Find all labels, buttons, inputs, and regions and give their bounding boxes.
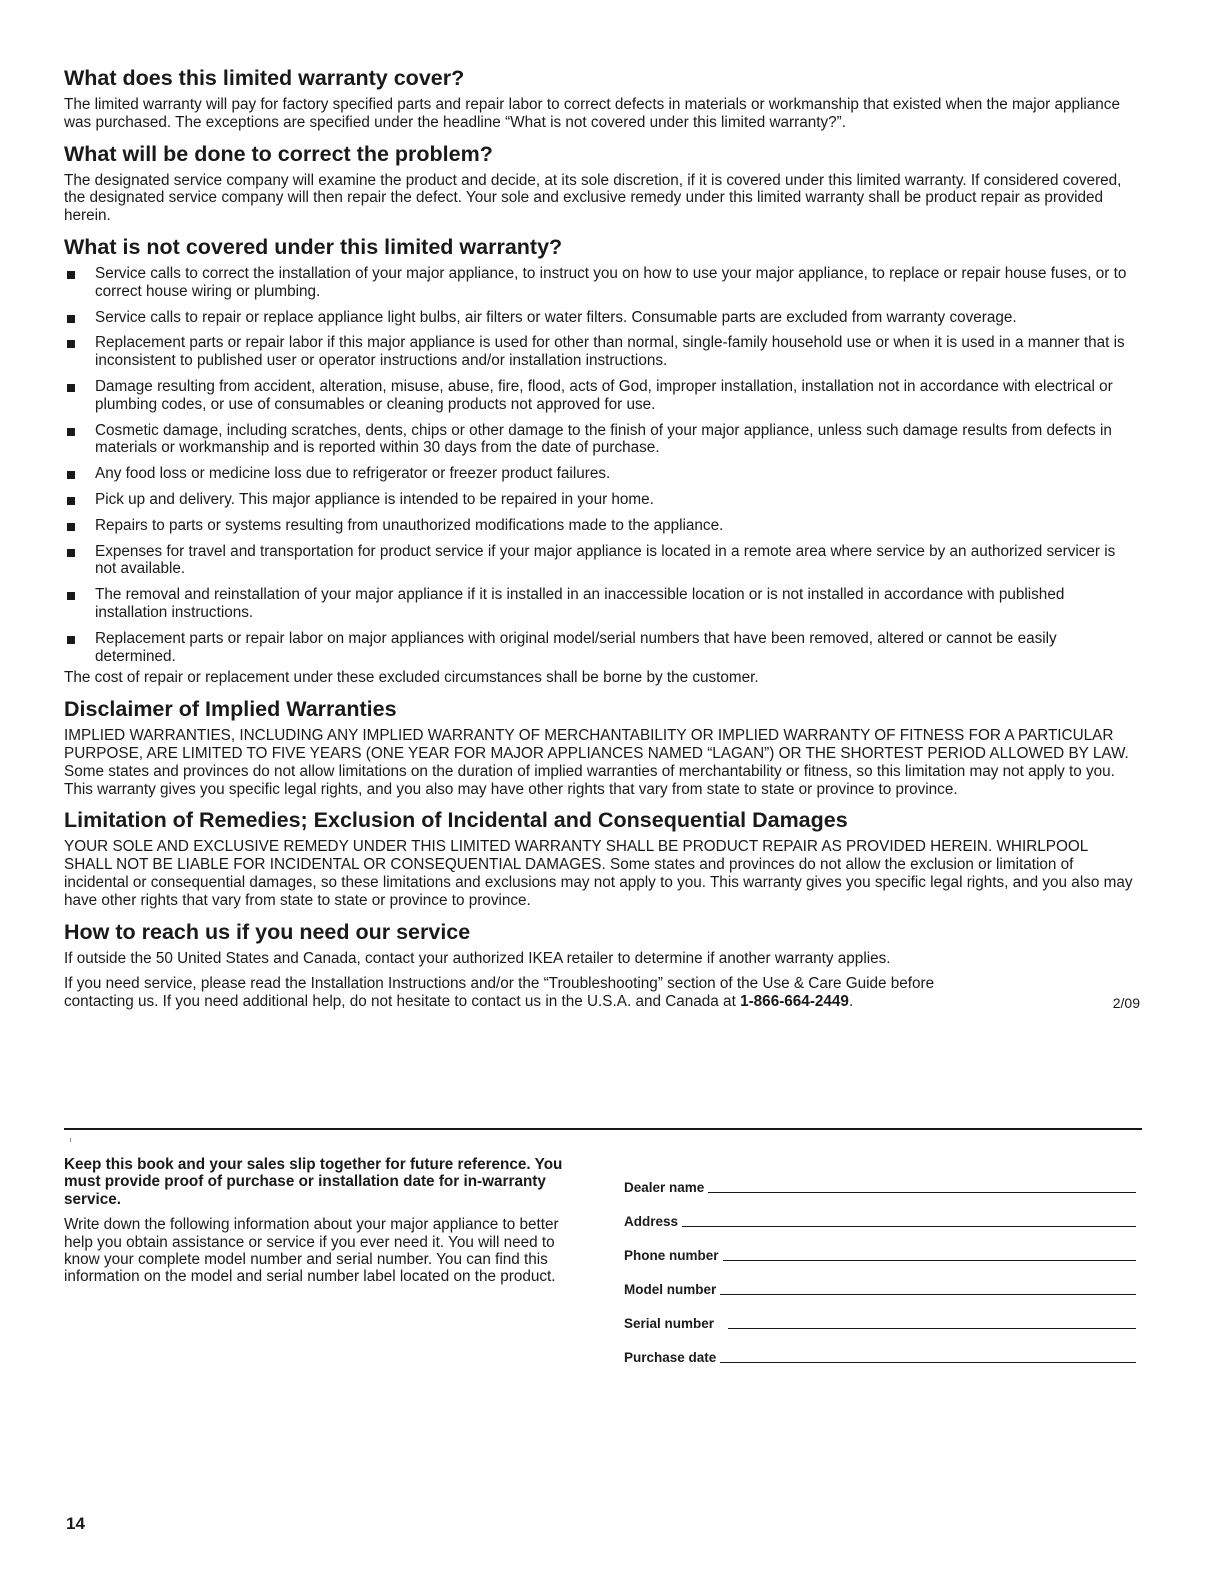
- list-item-text: Damage resulting from accident, alteration, misuse, abuse, fire, flood, acts of God, improper installation, installation not in accordance with electrical or plumbing codes, or use of consumables or cleaning products not approved for use.: [95, 377, 1113, 413]
- list-item: [64, 491, 1134, 509]
- address-field[interactable]: [682, 1226, 1136, 1227]
- form-row-model-number: [624, 1264, 1136, 1298]
- list-item: [64, 265, 1134, 301]
- purchase-date-field[interactable]: [720, 1362, 1136, 1363]
- not-covered-list: [64, 265, 1134, 665]
- bullet-square-icon: [67, 428, 75, 436]
- list-item-text: Expenses for travel and transportation for product service if your major appliance is located in a remote area where service by an authorized servicer is not available.: [95, 542, 1116, 578]
- bullet-square-icon: [67, 497, 75, 505]
- serial-number-field[interactable]: [728, 1328, 1136, 1329]
- field-label: Phone number: [624, 1248, 719, 1263]
- heading-limitation: Limitation of Remedies; Exclusion of Incidental and Consequential Damages: [64, 808, 848, 833]
- bullet-square-icon: [67, 315, 75, 323]
- list-item: [64, 586, 1134, 622]
- page-number: 14: [66, 1514, 85, 1533]
- heading-covered: What does this limited warranty cover?: [64, 66, 465, 90]
- phone-number: 1-866-664-2449: [740, 993, 849, 1011]
- reach-last-line: [64, 993, 1140, 1011]
- list-item-text: Service calls to correct the installation of your major appliance, to instruct you on how to use your major appliance, to replace or repair house fuses, or to correct house wiring or plumbing.: [95, 264, 1127, 300]
- field-label: Serial number: [624, 1316, 715, 1331]
- text-covered: The limited warranty will pay for factory specified parts and repair labor to correct defects in materials or workmanship that existed when the major appliance was purchased. The exceptions are specified under the headline “What is not covered under this limited warranty?”.: [64, 96, 1120, 131]
- bullet-square-icon: [67, 636, 75, 644]
- divider: [64, 1128, 1142, 1130]
- list-item-text: Cosmetic damage, including scratches, dents, chips or other damage to the finish of your major appliance, unless such damage results from defects in materials or workmanship and is reported within 30 days from the date of purchase.: [95, 421, 1112, 457]
- list-item: [64, 309, 1134, 327]
- model-number-field[interactable]: [720, 1294, 1136, 1295]
- list-item-text: Replacement parts or repair labor if this major appliance is used for other than normal, single-family household use or when it is used in a manner that is inconsistent to published user or operator instructions and/or installation instructions.: [95, 334, 1125, 370]
- phone-number-field[interactable]: [723, 1260, 1136, 1261]
- list-item: [64, 378, 1134, 414]
- section-correct: [64, 142, 1134, 225]
- keep-note-bold: Keep this book and your sales slip together for future reference. You must provide proof of purchase or installation date for in-warranty service.: [64, 1156, 563, 1208]
- field-label: Dealer name: [624, 1180, 705, 1195]
- main-content: [64, 66, 1140, 1021]
- list-item-text: Service calls to repair or replace appliance light bulbs, air filters or water filters. Consumable parts are excluded from warranty coverage.: [95, 308, 1017, 326]
- list-item-text: Repairs to parts or systems resulting from unauthorized modifications made to the appliance.: [95, 516, 724, 534]
- section-not-covered: [64, 235, 1134, 687]
- text-reach-service-a: If you need service, please read the Installation Instructions and/or the “Troubleshooting” section of the Use & Care Guide before: [64, 975, 935, 993]
- section-covered: [64, 66, 1134, 132]
- keep-book-note: [64, 1156, 588, 1286]
- list-item-text: Any food loss or medicine loss due to refrigerator or freezer product failures.: [95, 465, 611, 483]
- heading-reach: How to reach us if you need our service: [64, 919, 471, 944]
- bullet-square-icon: [67, 340, 75, 348]
- field-label: Purchase date: [624, 1350, 717, 1365]
- list-item-text: Pick up and delivery. This major appliance is intended to be repaired in your home.: [95, 490, 654, 508]
- form-row-purchase-date: [624, 1332, 1136, 1366]
- dealer-name-field[interactable]: [708, 1192, 1136, 1193]
- list-item: [64, 422, 1134, 458]
- field-label: Model number: [624, 1282, 717, 1297]
- section-limitation: [64, 808, 1134, 909]
- appliance-info-form: [624, 1162, 1136, 1366]
- text-correct: The designated service company will examine the product and decide, at its sole discretion, if it is covered under this limited warranty. If considered covered, the designated service company will then repair the defect. Your sole and exclusive remedy under this limited warranty shall be product repair as provided herein.: [64, 171, 1122, 225]
- heading-disclaimer: Disclaimer of Implied Warranties: [64, 697, 397, 722]
- bullet-square-icon: [67, 384, 75, 392]
- text-not-covered-footer: The cost of repair or replacement under these excluded circumstances shall be borne by the customer.: [64, 669, 759, 687]
- bullet-square-icon: [67, 471, 75, 479]
- keep-note-text: Write down the following information about your major appliance to better help you obtain assistance or service if you ever need it. You will need to know your complete model number and serial number. You can find this information on the model and serial number label located on the product.: [64, 1216, 559, 1286]
- section-disclaimer: [64, 697, 1134, 798]
- section-reach: [64, 919, 1140, 1011]
- form-row-dealer-name: [624, 1162, 1136, 1196]
- form-row-address: [624, 1196, 1136, 1230]
- list-item: [64, 465, 1134, 483]
- bullet-square-icon: [67, 271, 75, 279]
- list-item: [64, 543, 1134, 579]
- list-item-text: The removal and reinstallation of your major appliance if it is installed in an inaccessible location or is not installed in accordance with published installation instructions.: [95, 586, 1065, 621]
- form-row-phone-number: [624, 1230, 1136, 1264]
- list-item: [64, 517, 1134, 535]
- list-item-text: Replacement parts or repair labor on major appliances with original model/serial numbers that have been removed, altered or cannot be easily determined.: [95, 629, 1057, 665]
- bullet-square-icon: [67, 523, 75, 531]
- text-reach-outside: If outside the 50 United States and Canada, contact your authorized IKEA retailer to determine if another warranty applies.: [64, 949, 891, 967]
- text-limitation: YOUR SOLE AND EXCLUSIVE REMEDY UNDER THIS LIMITED WARRANTY SHALL BE PRODUCT REPAIR AS PROVIDED HEREIN. WHIRLPOOL SHALL NOT BE LIABLE FOR INCIDENTAL OR CONSEQUENTIAL DAMAGES. Some states and provinces do not allow the exclusion or limitation of incidental or consequential damages, so these limitations and exclusions may not apply to you. This warranty gives you specific legal rights, and you also may have other rights that vary from state to state or province to province.: [64, 838, 1133, 909]
- form-row-serial-number: [624, 1298, 1136, 1332]
- text-reach-service-b-text: contacting us. If you need additional help, do not hesitate to contact us in the U.S.A. and Canada at: [64, 993, 736, 1011]
- bullet-square-icon: [67, 592, 75, 600]
- field-label: Address: [624, 1214, 679, 1229]
- heading-correct: What will be done to correct the problem?: [64, 141, 493, 166]
- text-reach-service-b: contacting us. If you need additional help, do not hesitate to contact us in the U.S.A. and Canada at 1-866-664-2449.: [64, 993, 854, 1011]
- heading-not-covered: What is not covered under this limited warranty?: [64, 234, 563, 259]
- scan-mark: [70, 1138, 71, 1142]
- version-code: 2/09: [1112, 994, 1140, 1011]
- bullet-square-icon: [67, 549, 75, 557]
- text-disclaimer: IMPLIED WARRANTIES, INCLUDING ANY IMPLIED WARRANTY OF MERCHANTABILITY OR IMPLIED WARRANTY OF FITNESS FOR A PARTICULAR PURPOSE, ARE LIMITED TO FIVE YEARS (ONE YEAR FOR MAJOR APPLIANCES NAMED “LAGAN”) OR THE SHORTEST PERIOD ALLOWED BY LAW. Some states and provinces do not allow limitations on the duration of implied warranties of merchantability or fitness, so this limitation may not apply to you. This warranty gives you specific legal rights, and you also may have other rights that vary from state to state or province to province.: [64, 727, 1129, 798]
- list-item: [64, 334, 1134, 370]
- list-item: [64, 630, 1134, 666]
